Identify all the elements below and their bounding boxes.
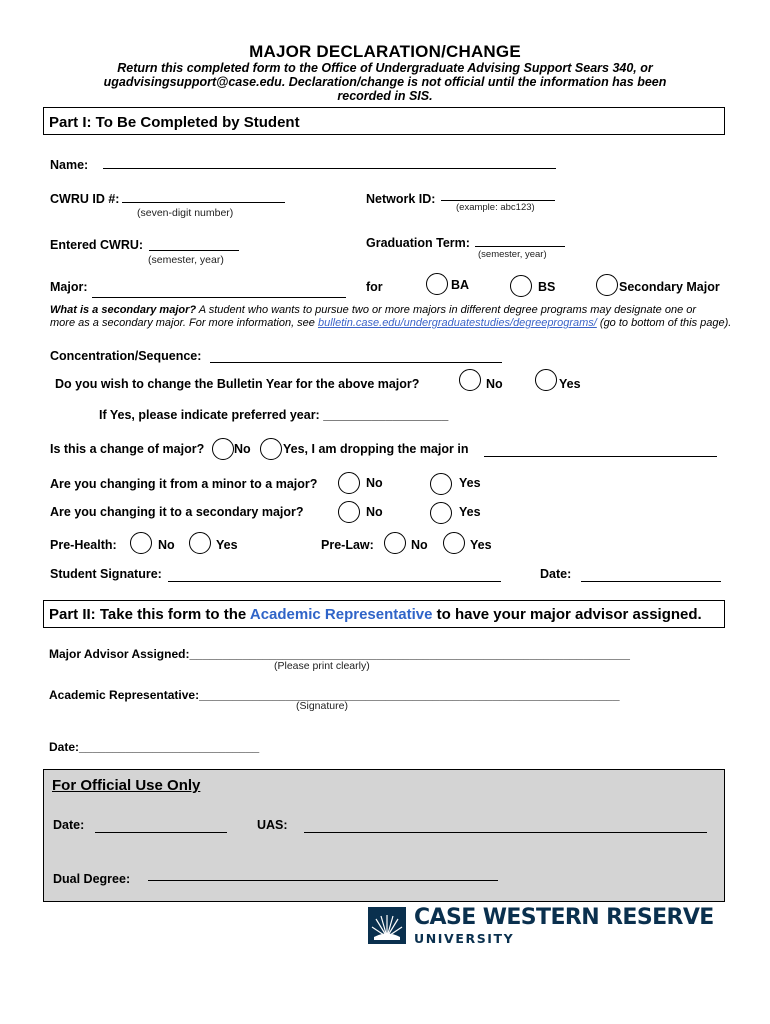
official-use-heading: For Official Use Only [52, 777, 201, 794]
student-date-field[interactable] [581, 581, 721, 582]
dropping-major-label: Yes, I am dropping the major in [283, 442, 469, 456]
cwru-id-label: CWRU ID #: [50, 192, 120, 206]
secondary-major-info-line-2 [50, 317, 731, 330]
network-id-field[interactable] [441, 200, 555, 201]
pre-health-label: Pre-Health: [50, 538, 117, 552]
graduation-term-label: Graduation Term: [366, 236, 470, 250]
secondary-major-label: Secondary Major [619, 280, 720, 294]
secondary-major-text-2: more as a secondary major. For more information, see [50, 317, 318, 329]
to-secondary-question: Are you changing it to a secondary major? [50, 505, 304, 519]
student-signature-label: Student Signature: [50, 567, 162, 581]
pre-health-yes-label: Yes [216, 538, 238, 552]
secondary-major-question: What is a secondary major? [50, 304, 197, 316]
university-shield-icon [368, 907, 406, 944]
entered-cwru-label: Entered CWRU: [50, 238, 144, 252]
logo-line-2: UNIVERSITY [414, 931, 515, 946]
major-field[interactable] [92, 297, 346, 298]
minor-yes-radio[interactable] [430, 473, 452, 495]
dropping-major-field[interactable] [484, 456, 717, 457]
student-date-label: Date: [540, 567, 572, 581]
pre-health-yes-radio[interactable] [189, 532, 211, 554]
ba-label: BA [451, 278, 470, 292]
university-logo [368, 907, 728, 947]
dual-degree-label: Dual Degree: [53, 872, 131, 886]
pre-law-no-label: No [411, 538, 428, 552]
bs-label: BS [538, 280, 556, 294]
pre-law-yes-radio[interactable] [443, 532, 465, 554]
part2-date-field[interactable]: Date:___________________________ [49, 740, 260, 754]
graduation-term-field[interactable] [475, 246, 565, 247]
uas-label: UAS: [257, 818, 288, 832]
network-id-hint: (example: abc123) [456, 202, 535, 213]
minor-no-label: No [366, 476, 383, 490]
for-label: for [366, 280, 383, 294]
bulletin-link[interactable]: bulletin.case.edu/undergraduatestudies/degreeprograms/ [317, 317, 597, 329]
secondary-no-label: No [366, 505, 383, 519]
part2-heading-b: to have your major advisor assigned. [432, 606, 702, 623]
student-signature-field[interactable] [168, 581, 501, 582]
change-no-radio[interactable] [212, 438, 234, 460]
bulletin-yes-radio[interactable] [535, 369, 557, 391]
secondary-yes-radio[interactable] [430, 502, 452, 524]
name-field[interactable] [103, 168, 556, 169]
cwru-id-field[interactable] [122, 202, 285, 203]
concentration-label: Concentration/Sequence: [50, 349, 202, 363]
academic-rep-field[interactable]: Academic Representative:_______________________________________________________________ [49, 688, 620, 702]
major-advisor-hint: (Please print clearly) [274, 660, 370, 672]
name-label: Name: [50, 158, 89, 172]
minor-yes-label: Yes [459, 476, 481, 490]
logo-line-1: CASE WESTERN RESERVE [414, 905, 714, 930]
academic-representative-highlight: Academic Representative [249, 606, 433, 623]
major-advisor-field[interactable]: Major Advisor Assigned:__________________________________________________________________ [49, 647, 630, 661]
secondary-yes-label: Yes [459, 505, 481, 519]
pre-law-label: Pre-Law: [321, 538, 374, 552]
part1-heading: Part I: To Be Completed by Student [49, 114, 300, 131]
subtitle-line-3: recorded in SIS. [337, 89, 433, 103]
official-date-label: Date: [53, 818, 85, 832]
cwru-id-hint: (seven-digit number) [137, 207, 234, 219]
minor-no-radio[interactable] [338, 472, 360, 494]
graduation-term-hint: (semester, year) [478, 249, 547, 260]
change-of-major-question: Is this a change of major? [50, 442, 205, 456]
bs-radio[interactable] [510, 275, 532, 297]
entered-cwru-hint: (semester, year) [148, 254, 224, 266]
subtitle-line-1: Return this completed form to the Office of Undergraduate Advising Support Sears 340, or [117, 61, 653, 75]
preferred-year-field[interactable]: If Yes, please indicate preferred year: __________________ [99, 408, 449, 422]
part2-heading-a: Part II: Take this form to the [49, 606, 250, 623]
pre-law-yes-label: Yes [470, 538, 492, 552]
network-id-label: Network ID: [366, 192, 436, 206]
change-yes-radio[interactable] [260, 438, 282, 460]
subtitle-line-2: ugadvisingsupport@case.edu. Declaration/change is not official until the information has been [103, 75, 667, 89]
change-no-label: No [234, 442, 251, 456]
concentration-field[interactable] [210, 362, 502, 363]
secondary-major-radio[interactable] [596, 274, 618, 296]
official-date-field[interactable] [95, 832, 227, 833]
major-label: Major: [50, 280, 88, 294]
secondary-major-info-line-1 [50, 304, 696, 317]
bulletin-yes-label: Yes [559, 377, 581, 391]
bulletin-year-question: Do you wish to change the Bulletin Year for the above major? [55, 377, 420, 391]
dual-degree-field[interactable] [148, 880, 498, 881]
secondary-major-text-3: (go to bottom of this page). [596, 317, 732, 329]
pre-health-no-radio[interactable] [130, 532, 152, 554]
bulletin-no-label: No [486, 377, 503, 391]
bulletin-no-radio[interactable] [459, 369, 481, 391]
form-title: MAJOR DECLARATION/CHANGE [249, 42, 521, 61]
secondary-major-text-1: A student who wants to pursue two or more majors in different degree programs may designate one or [196, 304, 697, 316]
entered-cwru-field[interactable] [149, 250, 239, 251]
minor-to-major-question: Are you changing it from a minor to a major? [50, 477, 318, 491]
ba-radio[interactable] [426, 273, 448, 295]
pre-law-no-radio[interactable] [384, 532, 406, 554]
secondary-no-radio[interactable] [338, 501, 360, 523]
academic-rep-hint: (Signature) [296, 700, 348, 712]
uas-field[interactable] [304, 832, 707, 833]
part2-heading [49, 606, 702, 623]
pre-health-no-label: No [158, 538, 175, 552]
